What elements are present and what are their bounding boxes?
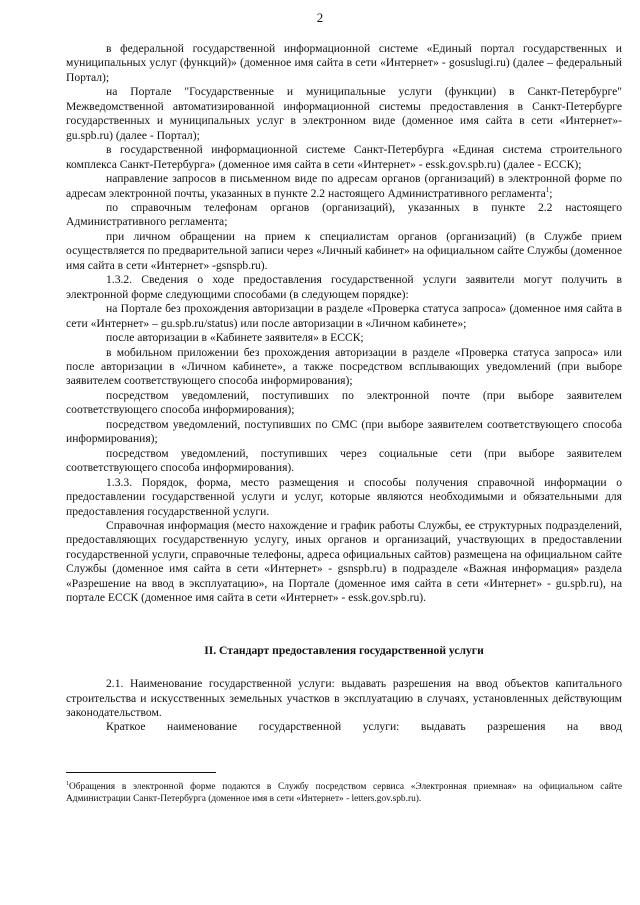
footnote [66,781,622,806]
paragraph: Справочная информация (место нахождение и график работы Службы, ее структурных подразделений, предоставляющих государственную услугу, иных органов и организаций, участвующих в предоставлении государственной услуги, справочные телефоны, адреса официальных сайтов) размещена на официальном сайте Службы (доменное имя сайта в сети «Интернет» - gsnspb.ru) в подразделе «Важная информация» раздела «Разрешение на ввод в эксплуатацию», на Портале (доменное имя сайта в сети «Интернет» - gu.spb.ru), на портале ЕССК (доменное имя сайта в сети «Интернет» - essk.gov.spb.ru). [66,518,622,605]
paragraph-end-punctuation: ; [549,186,553,200]
document-body [66,42,622,735]
paragraph: 1.3.2. Сведения о ходе предоставления государственной услуги заявители могут получить в электронной форме следующими способами (в следующем порядке): [66,273,622,301]
paragraph: на Портале "Государственные и муниципальные услуги (функции) в Санкт-Петербурге" Межведомственной автоматизированной информационной системы предоставления в Санкт-Петербурге государственных и муниципальных услуг в электронном виде (доменное имя сайта в сети «Интернет»- gu.spb.ru) (далее - Портал); [66,85,622,142]
footnote-marker: 1 [66,780,69,787]
paragraph: 1.3.3. Порядок, форма, место размещения и способы получения справочной информации о предоставлении государственной услуги и услуг, которые являются необходимыми и обязательными для предоставления государственной услуги. [66,475,622,518]
footnote-divider [66,772,216,773]
paragraph: посредством уведомлений, поступивших по СМС (при выборе заявителем соответствующего способа информирования); [66,417,622,446]
paragraph: посредством уведомлений, поступивших через социальные сети (при выборе заявителем соответствующего способа информирования). [66,446,622,475]
footnote-text: Обращения в электронной форме подаются в Службу посредством сервиса «Электронная приемная» на официальном сайте Администрации Санкт-Петербурга (доменное имя в сети «Интернет» - letters.gov.spb.ru). [66,782,622,805]
paragraph: в государственной информационной системе Санкт-Петербурга «Единая система строительного комплекса Санкт-Петербурга» (доменное имя сайта в сети «Интернет» - essk.gov.spb.ru) (далее - ЕССК); [66,143,622,171]
paragraph-with-footnote-ref [66,172,622,201]
paragraph: в мобильном приложении без прохождения авторизации в разделе «Проверка статуса запроса» или после авторизации в «Личном кабинете», а также посредством всплывающих уведомлений (при выборе заявителем соответствующего способа информирования); [66,345,622,388]
paragraph: посредством уведомлений, поступивших по электронной почте (при выборе заявителем соответствующего способа информирования); [66,388,622,417]
page-number: 2 [316,10,324,25]
paragraph: на Портале без прохождения авторизации в разделе «Проверка статуса запроса» (доменное имя сайта в сети «Интернет» – gu.spb.ru/status) или после авторизации в «Личном кабинете»; [66,302,622,330]
paragraph: 2.1. Наименование государственной услуги: выдавать разрешения на ввод объектов капитального строительства и искусственных земельных участков в эксплуатацию в случаях, установленных действующим законодательством. [66,677,622,720]
paragraph: в федеральной государственной информационной системе «Единый портал государственных и муниципальных услуг (функций)» (доменное имя сайта в сети «Интернет» - gosuslugi.ru) (далее – федеральный Портал); [66,42,622,84]
section-heading: II. Стандарт предоставления государственной услуги [204,643,484,657]
paragraph-text: направление запросов в письменном виде по адресам органов (организаций) в электронной форме по адресам электронной почты, указанных в пункте 2.2 настоящего Административного регламента [66,172,622,200]
paragraph: по справочным телефонам органов (организаций), указанных в пункте 2.2 настоящего Административного регламента; [66,200,622,229]
paragraph: при личном обращении на прием к специалистам органов (организаций) (в Службе прием осуществляется по предварительной записи через «Личный кабинет» на официальном сайте Службы (доменное имя сайта в сети «Интернет» -gsnspb.ru). [66,229,622,272]
paragraph: Краткое наименование государственной услуги: выдавать разрешения на ввод [106,720,622,734]
paragraph: после авторизации в «Кабинете заявителя» в ЕССК; [106,331,364,345]
footnote-reference: 1 [545,185,550,194]
